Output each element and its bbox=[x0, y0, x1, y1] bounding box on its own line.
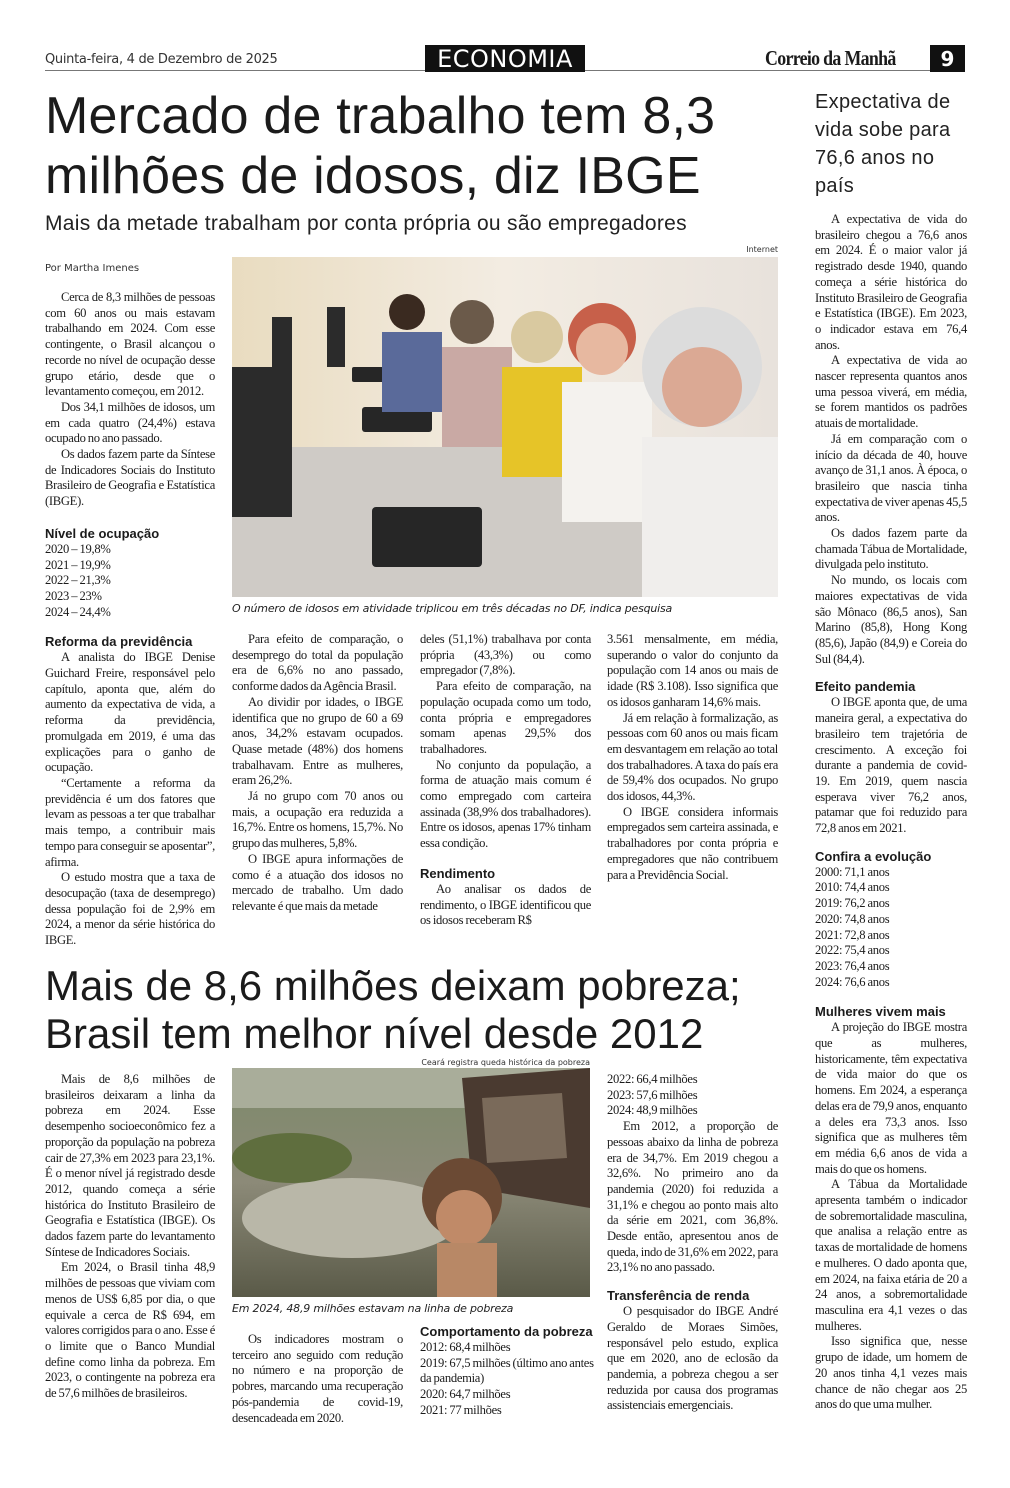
list-item: 2020 – 19,8% bbox=[45, 541, 111, 556]
headline-line: milhões de idosos, diz IBGE bbox=[45, 147, 701, 205]
section-label: ECONOMIA bbox=[425, 45, 585, 72]
article1-column-4 bbox=[607, 632, 778, 883]
list-item: 2022: 66,4 milhões bbox=[607, 1072, 698, 1086]
list-item: 2019: 76,2 anos bbox=[815, 896, 890, 911]
article1-column-2 bbox=[232, 632, 403, 915]
article2-column-3 bbox=[420, 1324, 595, 1419]
paragraph: Os dados fazem parte da Síntese de Indicadores Sociais do Instituto Brasileiro de Geografia e Estatística (IBGE). bbox=[45, 447, 215, 509]
subheading: Mulheres vivem mais bbox=[815, 1004, 946, 1020]
paragraph: Isso significa que, nesse grupo de idade, um homem de 20 anos tinha 4,1 vezes mais chance de não chegar aos 25 anos do que uma mulher. bbox=[815, 1334, 967, 1412]
list-item: 2023 – 23% bbox=[45, 588, 102, 603]
paragraph: A expectativa de vida ao nascer representa quantos anos uma pessoa viverá, em média, se forem mantidos os padrões atuais de mortalidade. bbox=[815, 353, 967, 431]
list-item: 2000: 71,1 anos bbox=[815, 864, 890, 879]
headline-line: Mercado de trabalho tem 8,3 bbox=[45, 87, 716, 145]
list-item: 2023: 57,6 milhões bbox=[607, 1087, 698, 1102]
life-expectancy-list bbox=[815, 865, 967, 991]
subheading: Nível de ocupação bbox=[45, 525, 160, 541]
paragraph: O IBGE considera informais empregados sem carteira assinada, e trabalhadores por conta própria e empregadores que não contribuem para a Previdência Social. bbox=[607, 804, 778, 882]
article2-column-1 bbox=[45, 1072, 215, 1402]
list-item: 2012: 68,4 milhões bbox=[420, 1340, 511, 1354]
paragraph: Ao dividir por idades, o IBGE identifica que no grupo de 60 a 69 anos, 34,2% estavam ocupados. Quase metade (48%) dos homens trabalhavam. Entre as mulheres, eram 26,2%. bbox=[232, 694, 403, 788]
paragraph: O estudo mostra que a taxa de desocupação (taxa de desemprego) dessa população foi de 2,9% em 2024, a menor da série histórica do IBGE. bbox=[45, 870, 215, 948]
paragraph: Mais de 8,6 milhões de brasileiros deixaram a linha da pobreza em 2024. Esse desempenho socioeconômico fez a proporção da população na pobreza cair de 27,3% em 2023 para 23,1%. É o menor nível já registrado desde 2012, quando começa a série histórica do Instituto Brasileiro de Geografia e Estatística (IBGE). Os dados fazem parte do levantamento Síntese de Indicadores Sociais. bbox=[45, 1072, 215, 1259]
article2-photo bbox=[232, 1068, 590, 1297]
list-item: 2022 – 21,3% bbox=[45, 573, 111, 588]
subheading: Comportamento da pobreza bbox=[420, 1324, 593, 1339]
article1-column-3 bbox=[420, 632, 591, 929]
page-number: 9 bbox=[930, 45, 965, 72]
headline-line: Brasil tem melhor nível desde 2012 bbox=[45, 1010, 704, 1057]
article1-subhead: Mais da metade trabalham por conta própria ou são empregadores bbox=[45, 212, 687, 235]
headline-line: Mais de 8,6 milhões deixam pobreza; bbox=[45, 962, 741, 1009]
subheading: Reforma da previdência bbox=[45, 634, 193, 650]
list-item: 2024: 76,6 anos bbox=[815, 974, 890, 989]
article1-headline bbox=[45, 86, 805, 206]
poverty-list bbox=[420, 1340, 595, 1419]
article2-photo-caption: Em 2024, 48,9 milhões estavam na linha de pobreza bbox=[232, 1302, 514, 1315]
list-item: 2022: 75,4 anos bbox=[815, 943, 890, 958]
photo-credit: Ceará registra queda histórica da pobreza bbox=[421, 1058, 590, 1067]
paragraph: No conjunto da população, a forma de atuação mais comum é como empregado com carteira assinada (38,9% dos trabalhadores). Entre os idosos, apenas 17% tinham essa condição. bbox=[420, 757, 591, 851]
list-item: 2023: 76,4 anos bbox=[815, 958, 890, 973]
paragraph: A projeção do IBGE mostra que as mulheres, historicamente, têm expectativa de vida maior do que os homens. Em 2024, a esperança delas era de 79,9 anos, enquanto a deles era 73,3 anos. Isso significa que as mulheres têm em média 6,6 anos de vida a mais do que os homens. bbox=[815, 1020, 967, 1176]
occupation-level-list bbox=[45, 542, 215, 621]
newspaper-logo: Correio da Manhã bbox=[765, 46, 896, 70]
issue-date: Quinta-feira, 4 de Dezembro de 2025 bbox=[45, 52, 278, 67]
paragraph: Já em relação à formalização, as pessoas com 60 anos ou mais ficam em desvantagem em relação ao total dos trabalhadores. A taxa do país era de 59,4% dos ocupados. No grupo dos idosos, 44,3%. bbox=[607, 710, 778, 804]
list-item: 2020: 64,7 milhões bbox=[420, 1387, 511, 1402]
paragraph: O IBGE aponta que, de uma maneira geral, a expectativa do brasileiro tem trajetória de crescimento. A exceção foi durante a pandemia de covid-19. Em 2019, quem nascia esperava viver 76,2 anos, patamar que foi reduzido para 72,8 anos em 2021. bbox=[815, 695, 967, 836]
paragraph: Dos 34,1 milhões de idosos, um em cada quatro (24,4%) estava ocupado no ano passado. bbox=[45, 399, 215, 446]
paragraph: No mundo, os locais com maiores expectativas de vida são Mônaco (86,5 anos), San Marino (85,8), Hong Kong (85,6), Japão (84,9) e Coreia do Sul (84,4). bbox=[815, 573, 967, 666]
byline: Por Martha Imenes bbox=[45, 263, 140, 274]
paragraph: Cerca de 8,3 milhões de pessoas com 60 anos ou mais estavam trabalhando em 2024. Com esse contingente, o Brasil alcançou o recorde no nível de ocupação desse grupo etário, desde que o levantamento começou, em 2012. bbox=[45, 290, 215, 399]
list-item: 2010: 74,4 anos bbox=[815, 880, 890, 895]
list-item: 2024 – 24,4% bbox=[45, 604, 111, 619]
article1-photo bbox=[232, 257, 778, 597]
subheading: Transferência de renda bbox=[607, 1288, 750, 1304]
list-item: 2021 – 19,9% bbox=[45, 557, 111, 572]
subheading: Confira a evolução bbox=[815, 848, 932, 864]
paragraph: deles (51,1%) trabalhava por conta própria (43,3%) ou como empregador (7,8%). bbox=[420, 632, 591, 678]
paragraph: O IBGE apura informações de como é a atuação dos idosos no mercado de trabalho. Um dado relevante é que mais da metade bbox=[232, 851, 403, 913]
subheading: Rendimento bbox=[420, 865, 496, 881]
article1-photo-caption: O número de idosos em atividade triplicou em três décadas no DF, indica pesquisa bbox=[232, 602, 673, 615]
article2-column-2 bbox=[232, 1332, 403, 1426]
list-item: 2024: 48,9 milhões bbox=[607, 1103, 698, 1118]
list-item: 2021: 72,8 anos bbox=[815, 927, 890, 942]
article2-headline bbox=[45, 962, 805, 1058]
paragraph: Em 2024, o Brasil tinha 48,9 milhões de pessoas que viviam com menos de US$ 6,85 por dia, o que equivale a cerca de R$ 694, em valores corrigidos para o ano. Esse é o limite que o Banco Mundial define como linha da pobreza. Em 2023, o contingente na pobreza era de 57,6 milhões de brasileiros. bbox=[45, 1260, 215, 1401]
article1-column-1 bbox=[45, 290, 215, 949]
paragraph: A expectativa de vida do brasileiro chegou a 76,6 anos em 2024. É o maior valor já registrado desde 1940, quando começa a série histórica do Instituto Brasileiro de Geografia e Estatística (IBGE). Em 2023, o indicador estava em 76,4 anos. bbox=[815, 212, 967, 352]
paragraph: 3.561 mensalmente, em média, superando o valor do conjunto da população com 14 anos ou mais de idade (R$ 3.108). Isso significa que os idosos ganharam 14,6% mais. bbox=[607, 632, 778, 709]
paragraph: “Certamente a reforma da previdência é um dos fatores que levam as pessoas a ter que trabalhar mais tempo, a contribuir mais tempo para conseguir se aposentar”, afirma. bbox=[45, 775, 215, 869]
list-item: 2019: 67,5 milhões (último ano antes da pandemia) bbox=[420, 1355, 594, 1386]
list-item: 2020: 74,8 anos bbox=[815, 911, 890, 926]
paragraph: Os dados fazem parte da chamada Tábua de Mortalidade, divulgada pelo instituto. bbox=[815, 526, 967, 572]
paragraph: Já no grupo com 70 anos ou mais, a ocupação era reduzida a 16,7%. Entre os homens, 15,7%. No grupo das mulheres, 5,8%. bbox=[232, 789, 403, 851]
paragraph: A analista do IBGE Denise Guichard Freire, responsável pelo capítulo, aponta que, além do aumento da expectativa de vida, a reforma da previdência, promulgada em 2019, é uma das explicações para o ganho de ocupação. bbox=[45, 650, 215, 775]
paragraph: Para efeito de comparação, o desemprego do total da população era de 6,6% no ano passado, conforme dados da Agência Brasil. bbox=[232, 632, 403, 694]
article2-column-4 bbox=[607, 1072, 778, 1414]
sidebar-title: Expectativa de vida sobe para 76,6 anos no país bbox=[815, 91, 951, 197]
poverty-list-continued bbox=[607, 1072, 778, 1119]
subheading: Efeito pandemia bbox=[815, 679, 916, 695]
paragraph: A Tábua da Mortalidade apresenta também o indicador de sobremortalidade masculina, que analisa a relação entre as taxas de mortalidade de homens e mulheres. O dado aponta que, em 2024, na faixa etária de 20 a 24 anos, a sobremortalidade masculina era 4,1 vezes o das mulheres. bbox=[815, 1177, 967, 1333]
paragraph: Em 2012, a proporção de pessoas abaixo da linha de pobreza era de 34,7%. Em 2019 chegou a 32,6%. No primeiro ano da pandemia (2020) foi reduzida a 31,1% e chegou ao ponto mais alto da série em 2021, com 36,8%. Desde então, apresentou anos de queda, indo de 31,6% em 2022, para 23,1% no ano passado. bbox=[607, 1119, 778, 1275]
paragraph: Os indicadores mostram o terceiro ano seguido com redução no número e na proporção de pobres, marcando uma recuperação pós-pandemia de covid-19, desencadeada em 2020. bbox=[232, 1332, 403, 1425]
photo-credit: Internet bbox=[746, 245, 778, 254]
paragraph: Para efeito de comparação, na população ocupada como um todo, conta própria e empregadores somam apenas 29,5% dos trabalhadores. bbox=[420, 679, 591, 756]
paragraph: Ao analisar os dados de rendimento, o IBGE identificou que os idosos receberam R$ bbox=[420, 881, 591, 928]
sidebar-column bbox=[815, 212, 967, 1413]
paragraph: O pesquisador do IBGE André Geraldo de Moraes Simões, responsável pelo estudo, explica que em 2020, ano de eclosão da pandemia, a pobreza chegou a ser reduzida por causa dos programas assistenciais emergenciais. bbox=[607, 1304, 778, 1413]
paragraph: Já em comparação com o início da década de 40, houve avanço de 31,1 anos. À época, o brasileiro que nascia tinha expectativa de viver apenas 45,5 anos. bbox=[815, 431, 967, 525]
list-item: 2021: 77 milhões bbox=[420, 1402, 502, 1417]
